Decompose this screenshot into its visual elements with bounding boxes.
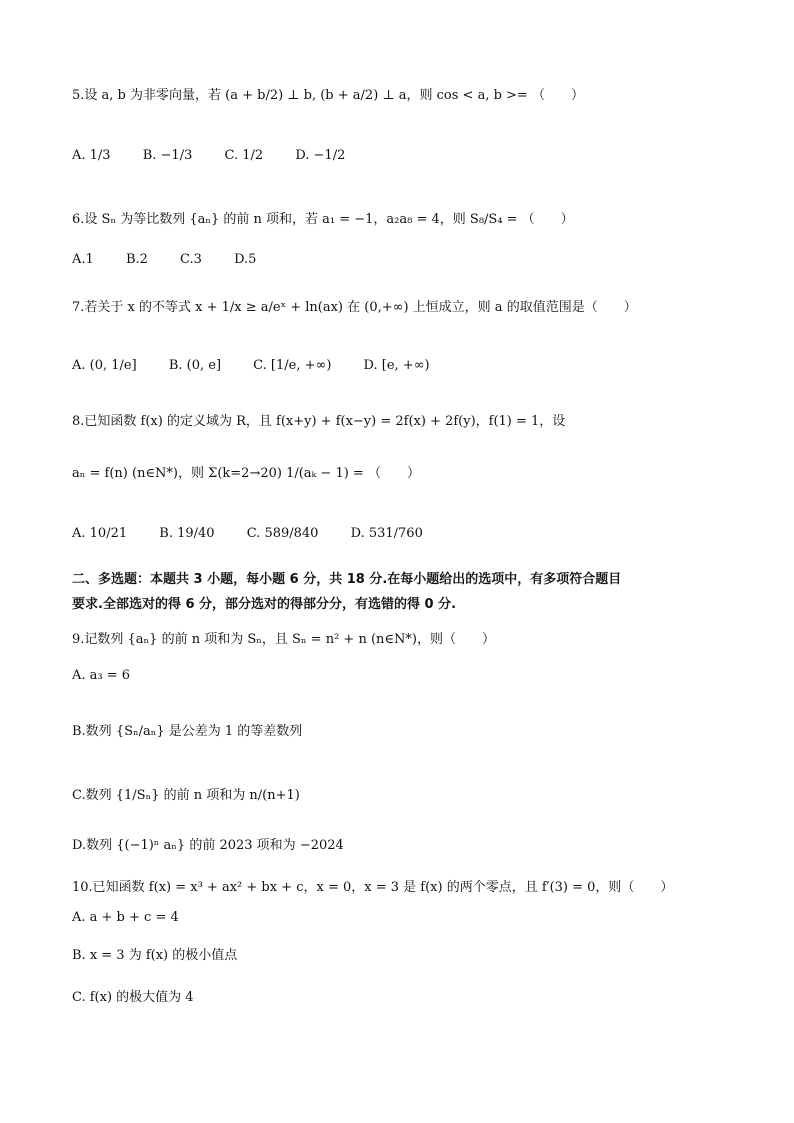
- q6-option-d: D.5: [234, 252, 257, 267]
- q6-option-c: C.3: [180, 252, 202, 267]
- q10-stem: 10.已知函数 f(x) = x³ + ax² + bx + c，x = 0，x = 3 是 f(x) 的两个零点，且 f′(3) = 0，则（ ）: [72, 880, 674, 895]
- q9-option-a: A. a₃ = 6: [72, 668, 131, 683]
- q8-stem-line2: aₙ = f(n) (n∈N*)，则 Σ(k=2→20) 1/(aₖ − 1) = （ ）: [72, 466, 420, 481]
- q6-options: [72, 252, 284, 267]
- q5-options: [72, 148, 373, 163]
- q7-stem: 7.若关于 x 的不等式 x + 1/x ≥ a/eˣ + ln(ax) 在 (0,+∞) 上恒成立，则 a 的取值范围是（ ）: [72, 300, 637, 315]
- q7-option-a: A. (0, 1/e]: [72, 358, 137, 373]
- q10-option-a: A. a + b + c = 4: [72, 910, 179, 925]
- q7-option-d: D. [e, +∞): [363, 358, 430, 373]
- q8-stem-line1: 8.已知函数 f(x) 的定义域为 R，且 f(x+y) + f(x−y) = 2f(x) + 2f(y)，f(1) = 1，设: [72, 414, 566, 429]
- section2-heading-line1: 二、多选题：本题共 3 小题，每小题 6 分，共 18 分.在每小题给出的选项中，有多项符合题目: [72, 572, 622, 587]
- q8-options: [72, 526, 451, 541]
- q8-option-a: A. 10/21: [72, 526, 128, 541]
- q5-option-c: C. 1/2: [224, 148, 264, 163]
- q9-option-b: B.数列 {Sₙ/aₙ} 是公差为 1 的等差数列: [72, 724, 303, 739]
- q5-stem: 5.设 a, b 为非零向量，若 (a + b/2) ⊥ b, (b + a/2) ⊥ a，则 cos < a, b >= （ ）: [72, 88, 584, 103]
- q9-option-d: D.数列 {(−1)ⁿ aₙ} 的前 2023 项和为 −2024: [72, 838, 344, 853]
- section2-heading-line2: 要求.全部选对的得 6 分，部分选对的得部分分，有选错的得 0 分.: [72, 597, 457, 612]
- q8-option-b: B. 19/40: [159, 526, 215, 541]
- q6-option-a: A.1: [72, 252, 94, 267]
- q8-option-d: D. 531/760: [350, 526, 423, 541]
- q6-stem: 6.设 Sₙ 为等比数列 {aₙ} 的前 n 项和，若 a₁ = −1，a₂a₈ = 4，则 S₈/S₄ = （ ）: [72, 212, 574, 227]
- q7-option-c: C. [1/e, +∞): [253, 358, 332, 373]
- q10-option-c: C. f(x) 的极大值为 4: [72, 990, 194, 1005]
- q9-option-c: C.数列 {1/Sₙ} 的前 n 项和为 n/(n+1): [72, 788, 300, 803]
- q10-option-b: B. x = 3 为 f(x) 的极小值点: [72, 948, 238, 963]
- q9-stem: 9.记数列 {aₙ} 的前 n 项和为 Sₙ，且 Sₙ = n² + n (n∈N*)，则（ ）: [72, 632, 495, 647]
- q5-option-a: A. 1/3: [72, 148, 111, 163]
- q7-option-b: B. (0, e]: [168, 358, 222, 373]
- q5-option-d: D. −1/2: [295, 148, 346, 163]
- q5-option-b: B. −1/3: [142, 148, 193, 163]
- q8-option-c: C. 589/840: [246, 526, 319, 541]
- q6-option-b: B.2: [125, 252, 148, 267]
- q7-options: [72, 358, 458, 373]
